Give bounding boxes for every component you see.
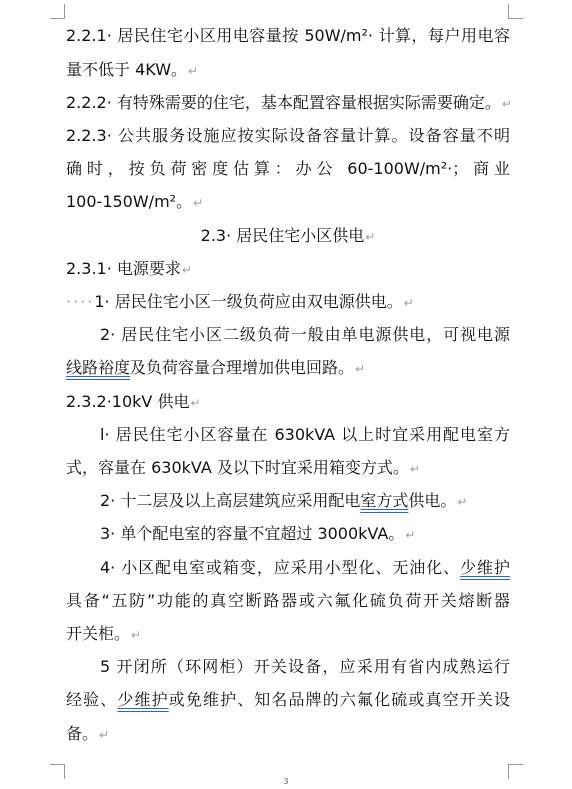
list-item-3: 3· 单个配电室的容量不宜超过 3000kVA。↵: [100, 524, 416, 543]
list-item-4-line-2: 具备“五防”功能的真空断路器或六氟化硫负荷开关熔断器: [66, 591, 510, 610]
list-item-2-line-2: 线路裕度及负荷容量合理增加供电回路。↵: [66, 358, 366, 377]
list-item-l-line-1: l· 居民住宅小区容量在 630kVA 以上时宜采用配电室方: [100, 425, 510, 444]
list-item-5-line-3: 备。↵: [66, 724, 110, 743]
paragraph-mark: ↵: [365, 230, 376, 244]
paragraph-mark: ↵: [403, 296, 414, 310]
list-item-5-line-1: 5 开闭所（环网柜）开关设备，应采用有省内成熟运行: [100, 657, 510, 676]
paragraph-mark: ↵: [99, 728, 110, 742]
subheading-2-3-1: 2.3.1· 电源要求↵: [66, 259, 192, 278]
list-item-l-line-2: 式，容量在 630kVA 及以下时宜采用箱变方式。↵: [66, 458, 420, 477]
crop-mark-top-left: [50, 4, 65, 19]
paragraph-2-2-1-line-1: 2.2.1· 居民住宅小区用电容量按 50W/m²· 计算，每户用电容: [66, 26, 510, 45]
paragraph-2-2-3-line-1: 2.2.3· 公共服务设施应按实际设备容量计算。设备容量不明: [66, 126, 510, 145]
paragraph-mark: ↵: [188, 64, 199, 78]
paragraph-2-2-3-line-2: 确时，按负荷密度估算：办公 60-100W/m²·；商业: [66, 159, 510, 178]
list-item-5-line-2: 经验、少维护或免维护、知名品牌的六氟化硫或真空开关设: [66, 690, 510, 709]
grammar-underline: 室方式: [360, 491, 409, 510]
paragraph-mark: ↵: [193, 196, 204, 210]
crop-mark-top-right: [508, 4, 523, 19]
list-item-4-line-1: 4· 小区配电室或箱变，应采用小型化、无油化、少维护: [100, 558, 510, 577]
paragraph-2-2-3-line-3: 100-150W/m²。↵: [66, 192, 204, 211]
list-item-2b: 2· 十二层及以上高层建筑应采用配电室方式供电。↵: [100, 491, 468, 510]
paragraph-mark: ↵: [181, 263, 192, 277]
grammar-underline: 少维护: [460, 558, 510, 577]
paragraph-mark: ↵: [457, 495, 468, 509]
grammar-underline: 线路裕度: [66, 358, 131, 377]
paragraph-mark: ↵: [409, 462, 420, 476]
paragraph-2-2-1-line-2: 量不低于 4KW。↵: [66, 60, 199, 79]
paragraph-2-2-2: 2.2.2· 有特殊需要的住宅，基本配置容量根据实际需要确定。↵: [66, 93, 512, 112]
section-heading-2-3: 2.3· 居民住宅小区供电↵: [200, 226, 376, 245]
page-number: 3: [283, 777, 289, 786]
list-item-1: ····1· 居民住宅小区一级负荷应由双电源供电。↵: [66, 292, 414, 311]
grammar-underline: 少维护: [117, 690, 169, 709]
paragraph-mark: ↵: [131, 628, 142, 642]
list-item-4-line-3: 开关柜。↵: [66, 624, 142, 643]
paragraph-mark: ↵: [405, 528, 416, 542]
indent-dots: ····: [66, 292, 95, 311]
paragraph-mark: ↵: [355, 362, 366, 376]
list-item-2-line-1: 2· 居民住宅小区二级负荷一般由单电源供电，可视电源: [100, 325, 510, 344]
paragraph-mark: ↵: [190, 396, 201, 410]
paragraph-mark: ↵: [501, 97, 512, 111]
subheading-2-3-2: 2.3.2·10kV 供电↵: [66, 392, 201, 411]
